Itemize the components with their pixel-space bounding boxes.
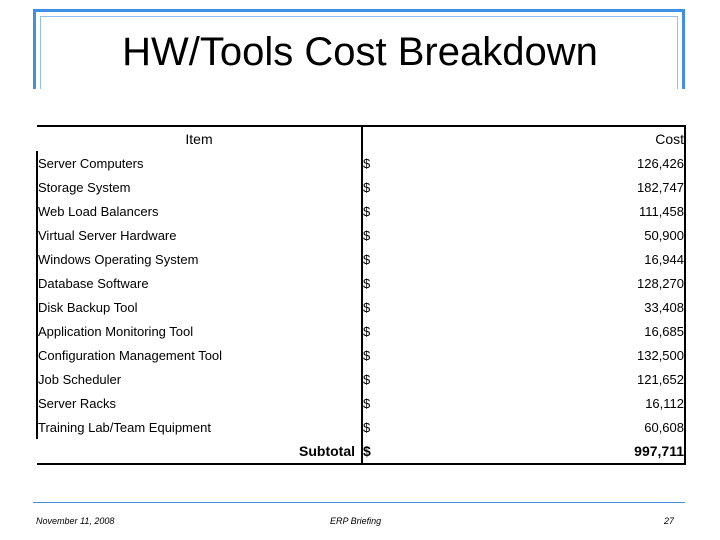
- row-currency: $: [362, 151, 387, 175]
- table-row: [37, 223, 685, 247]
- header-cost: Cost: [362, 126, 685, 151]
- row-item: Virtual Server Hardware: [37, 223, 362, 247]
- subtotal-amount: 997,711: [387, 439, 685, 464]
- row-cost: 33,408: [387, 295, 685, 319]
- table-row: [37, 367, 685, 391]
- slide-title: HW/Tools Cost Breakdown: [122, 30, 598, 74]
- subtotal-row: [37, 439, 685, 464]
- row-currency: $: [362, 295, 387, 319]
- header-item: Item: [37, 126, 362, 151]
- row-cost: 182,747: [387, 175, 685, 199]
- row-currency: $: [362, 271, 387, 295]
- row-currency: $: [362, 175, 387, 199]
- row-item: Disk Backup Tool: [37, 295, 362, 319]
- cost-table: [36, 125, 686, 465]
- table-row: [37, 175, 685, 199]
- table-row: [37, 415, 685, 439]
- row-currency: $: [362, 199, 387, 223]
- row-cost: 16,685: [387, 319, 685, 343]
- row-item: Server Computers: [37, 151, 362, 175]
- row-currency: $: [362, 319, 387, 343]
- table-row: [37, 343, 685, 367]
- footer-date: November 11, 2008: [36, 516, 115, 526]
- subtotal-label: Subtotal: [37, 439, 362, 464]
- row-cost: 50,900: [387, 223, 685, 247]
- row-item: Training Lab/Team Equipment: [37, 415, 362, 439]
- row-currency: $: [362, 415, 387, 439]
- row-item: Windows Operating System: [37, 247, 362, 271]
- table-row: [37, 319, 685, 343]
- row-item: Database Software: [37, 271, 362, 295]
- row-cost: 16,112: [387, 391, 685, 415]
- row-currency: $: [362, 247, 387, 271]
- row-cost: 128,270: [387, 271, 685, 295]
- row-cost: 132,500: [387, 343, 685, 367]
- row-cost: 121,652: [387, 367, 685, 391]
- row-cost: 126,426: [387, 151, 685, 175]
- row-currency: $: [362, 391, 387, 415]
- row-currency: $: [362, 367, 387, 391]
- table-row: [37, 247, 685, 271]
- table-row: [37, 151, 685, 175]
- table-row: [37, 199, 685, 223]
- row-cost: 111,458: [387, 199, 685, 223]
- row-item: Application Monitoring Tool: [37, 319, 362, 343]
- footer-title: ERP Briefing: [330, 516, 382, 526]
- subtotal-currency: $: [362, 439, 387, 464]
- row-item: Server Racks: [37, 391, 362, 415]
- footer-page-number: 27: [664, 516, 675, 526]
- footer-divider: [33, 502, 685, 503]
- row-item: Configuration Management Tool: [37, 343, 362, 367]
- row-item: Web Load Balancers: [37, 199, 362, 223]
- row-cost: 60,608: [387, 415, 685, 439]
- row-cost: 16,944: [387, 247, 685, 271]
- table-row: [37, 271, 685, 295]
- row-item: Storage System: [37, 175, 362, 199]
- row-currency: $: [362, 223, 387, 247]
- row-item: Job Scheduler: [37, 367, 362, 391]
- row-currency: $: [362, 343, 387, 367]
- table-header-row: [37, 126, 685, 151]
- table-row: [37, 391, 685, 415]
- table-row: [37, 295, 685, 319]
